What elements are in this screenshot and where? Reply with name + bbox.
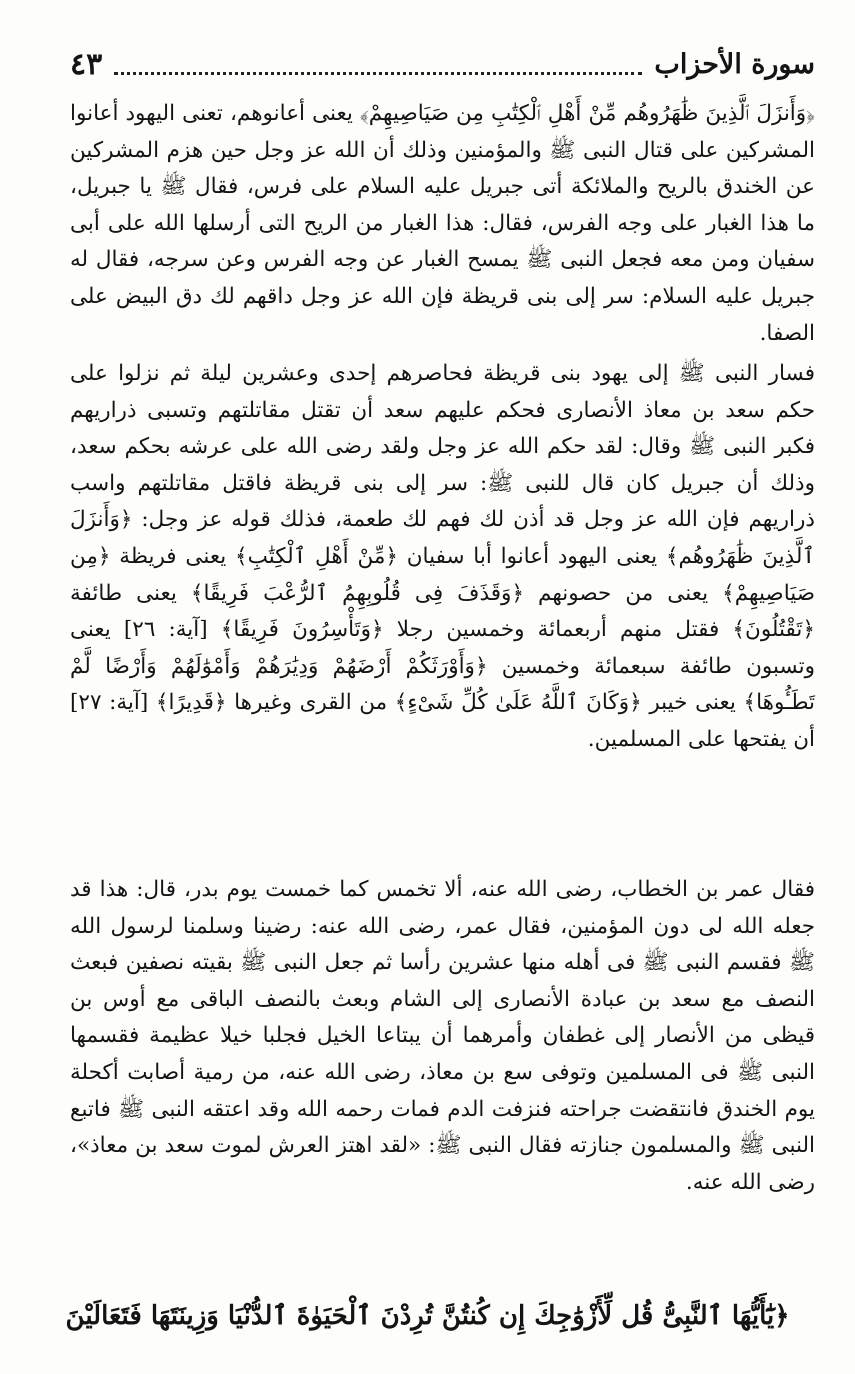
header-dotted-leader	[114, 42, 642, 75]
paragraph-1: ﴿وَأَنزَلَ ٱلَّذِينَ ظَٰهَرُوهُم مِّنْ أَهْلِ ٱلْكِتَٰبِ مِن صَيَاصِيهِمْ﴾ يعنى أعانوهم، تعنى اليهود أعانوا المشركين على قتال النبى ﷺ والمؤمنين وذلك أن الله عز وجل حين هزم المشركين عن الخندق بالريح والملائكة أتى جبريل عليه السلام على فرس، فقال ﷺ يا جبريل، ما هذا الغبار على وجه الفرس، فقال: هذا الغبار من الريح التى أرسلها الله على أبى سفيان ومن معه فجعل النبى ﷺ يمسح الغبار عن وجه الفرس وعن سرجه، فقال له جبريل عليه السلام: سر إلى بنى قريظة فإن الله عز وجل داقهم لك دق البيض على الصفا.	[70, 101, 815, 346]
page-header	[70, 40, 815, 88]
quran-verse-line: ﴿يَٰٓأَيُّهَا ٱلنَّبِىُّ قُل لِّأَزْوَٰجِكَ إِن كُنتُنَّ تُرِدْنَ ٱلْحَيَوٰةَ ٱلدُّنْيَا وَزِينَتَهَا فَتَعَالَيْنَ	[65, 1301, 790, 1331]
paragraph-2: فسار النبى ﷺ إلى يهود بنى قريظة فحاصرهم إحدى وعشرين ليلة ثم نزلوا على حكم سعد بن معاذ الأنصارى فحكم عليهم سعد أن تقتل مقاتلتهم وتسبى ذراريهم فكبر النبى ﷺ وقال: لقد حكم الله عز وجل ولقد رضى الله على عرشه بحكم سعد، وذلك أن جبريل كان قال للنبى ﷺ: سر إلى بنى قريظة فاقتل مقاتلتهم واسب ذراريهم فإن الله عز وجل قد أذن لك فهم لك طعمة، فذلك قوله عز وجل: ﴿وَأَنزَلَ ٱلَّذِينَ ظَٰهَرُوهُم﴾ يعنى اليهود أعانوا أبا سفيان ﴿مِّنْ أَهْلِ ٱلْكِتَٰبِ﴾ يعنى فريظة ﴿مِن صَيَاصِيهِمْ﴾ يعنى من حصونهم ﴿وَقَذَفَ فِى قُلُوبِهِمُ ٱلرُّعْبَ فَرِيقًا﴾ يعنى طائفة ﴿تَقْتُلُونَ﴾ فقتل منهم أربعمائة وخمسين رجلا ﴿وَتَأْسِرُونَ فَرِيقًا﴾ [آية: ٢٦] يعنى وتسبون طائفة سبعمائة وخمسين ﴿وَأَوْرَثَكُمْ أَرْضَهُمْ وَدِيَٰرَهُمْ وَأَمْوَٰلَهُمْ وَأَرْضًا لَّمْ تَطَـُٔوهَا﴾ يعنى خيبر ﴿وَكَانَ ٱللَّهُ عَلَىٰ كُلِّ شَىْءٍ﴾ من القرى وغيرها ﴿قَدِيرًا﴾ [آية: ٢٧] أن يفتحها على المسلمين.	[70, 361, 815, 752]
page-number: ٤٣	[70, 46, 103, 82]
paragraph-3: فقال عمر بن الخطاب، رضى الله عنه، ألا تخمس كما خمست يوم بدر، قال: هذا قد جعله الله لى دون المؤمنين، فقال عمر، رضى الله عنه: رضينا وسلمنا لرسول الله ﷺ فقسم النبى ﷺ فى أهله منها عشرين رأسا ثم جعل النبى ﷺ بقيته نصفين فبعث النصف مع سعد بن عبادة الأنصارى إلى الشام وبعث بالنصف الباقى مع أوس بن قيظى من الأنصار إلى غطفان وأمرهما أن يبتاعا الخيل فجلبا خيلا عظيمة فقسمها النبى ﷺ فى المسلمين وتوفى سع بن معاذ، رضى الله عنه، من رمية أصابت أكحلة يوم الخندق فانتقضت جراحته فنزفت الدم فمات رحمه الله وقد اعتقه النبى ﷺ فاتبع النبى ﷺ والمسلمون جنازته فقال النبى ﷺ: «لقد اهتز العرش لموت سعد بن معاذ»، رضى الله عنه.	[70, 877, 815, 1195]
surah-title: سورة الأحزاب	[654, 48, 815, 80]
